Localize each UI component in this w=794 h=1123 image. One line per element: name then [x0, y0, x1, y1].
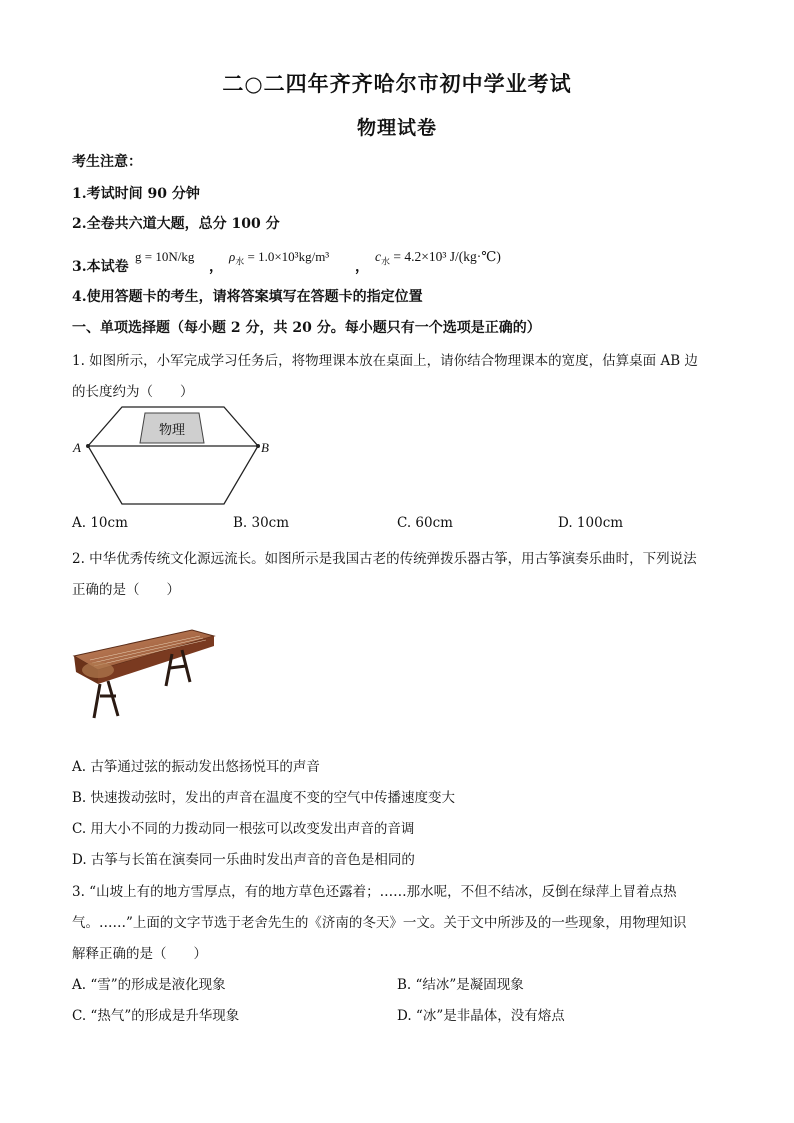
q3-option-a: A. “雪”的形成是液化现象 [72, 977, 226, 993]
question-3-line-1: 3. “山坡上有的地方雪厚点，有的地方草色还露着；……那水呢，不但不结冰，反倒在绿萍上冒着点热 [72, 884, 677, 900]
point-b-label: B [261, 440, 269, 455]
exam-title: 二○二四年齐齐哈尔市初中学业考试 [222, 71, 572, 96]
q1-option-d: D. 100cm [558, 515, 624, 531]
q1-option-b: B. 30cm [233, 515, 290, 531]
separator-1: ， [209, 259, 223, 275]
desk-figure [72, 403, 272, 507]
water-specific-heat: $c_水 = 4.2\times 10^3$ J/(kg·℃) [375, 249, 501, 267]
q2-option-b: B. 快速拨动弦时，发出的声音在温度不变的空气中传播速度变大 [72, 790, 456, 806]
point-a-label: A [73, 440, 81, 455]
section-1-heading: 一、单项选择题（每小题 2 分，共 20 分。每小题只有一个选项是正确的） [72, 320, 541, 336]
notice-heading: 考生注意： [72, 154, 142, 170]
notice-item-2: 2.全卷共六道大题，总分 100 分 [72, 216, 280, 232]
question-3-line-3: 解释正确的是（ ） [72, 946, 207, 962]
water-density: $\rho_水 = 1.0\times 10^3kg/m^3$ [229, 249, 330, 267]
question-3-line-2: 气。……”上面的文字节选于老舍先生的《济南的冬天》一文。关于文中所涉及的一些现象，用物理知识 [72, 915, 687, 931]
separator-2: ， [355, 259, 369, 275]
question-1-line-1: 1. 如图所示，小军完成学习任务后，将物理课本放在桌面上，请你结合物理课本的宽度，估算桌面 AB 边 [72, 353, 698, 369]
question-2-line-1: 2. 中华优秀传统文化源远流长。如图所示是我国古老的传统弹拨乐器古筝，用古筝演奏乐曲时，下列说法 [72, 551, 697, 567]
question-2-line-2: 正确的是（ ） [72, 582, 180, 598]
q1-option-a: A. 10cm [72, 515, 128, 531]
notice-item-4: 4.使用答题卡的考生，请将答案填写在答题卡的指定位置 [72, 289, 423, 305]
q1-option-c: C. 60cm [397, 515, 453, 531]
gravity-constant: g = 10N/kg [135, 249, 195, 264]
q3-option-d: D. “冰”是非晶体，没有熔点 [397, 1008, 565, 1024]
guzheng-image [72, 626, 220, 722]
point-b-dot [256, 444, 260, 448]
q2-option-a: A. 古筝通过弦的振动发出悠扬悦耳的声音 [72, 759, 320, 775]
question-1-line-2: 的长度约为（ ） [72, 384, 194, 400]
q2-option-d: D. 古筝与长笛在演奏同一乐曲时发出声音的音色是相同的 [72, 852, 415, 868]
textbook-label: 物理 [158, 423, 186, 438]
q3-option-b: B. “结冰”是凝固现象 [397, 977, 524, 993]
point-a-dot [86, 444, 90, 448]
exam-subtitle: 物理试卷 [356, 117, 437, 139]
notice-item-3-prefix: 3.本试卷 [72, 259, 129, 275]
q2-option-c: C. 用大小不同的力拨动同一根弦可以改变发出声音的音调 [72, 821, 415, 837]
notice-item-1: 1.考试时间 90 分钟 [72, 186, 200, 202]
q3-option-c: C. “热气”的形成是升华现象 [72, 1008, 240, 1024]
